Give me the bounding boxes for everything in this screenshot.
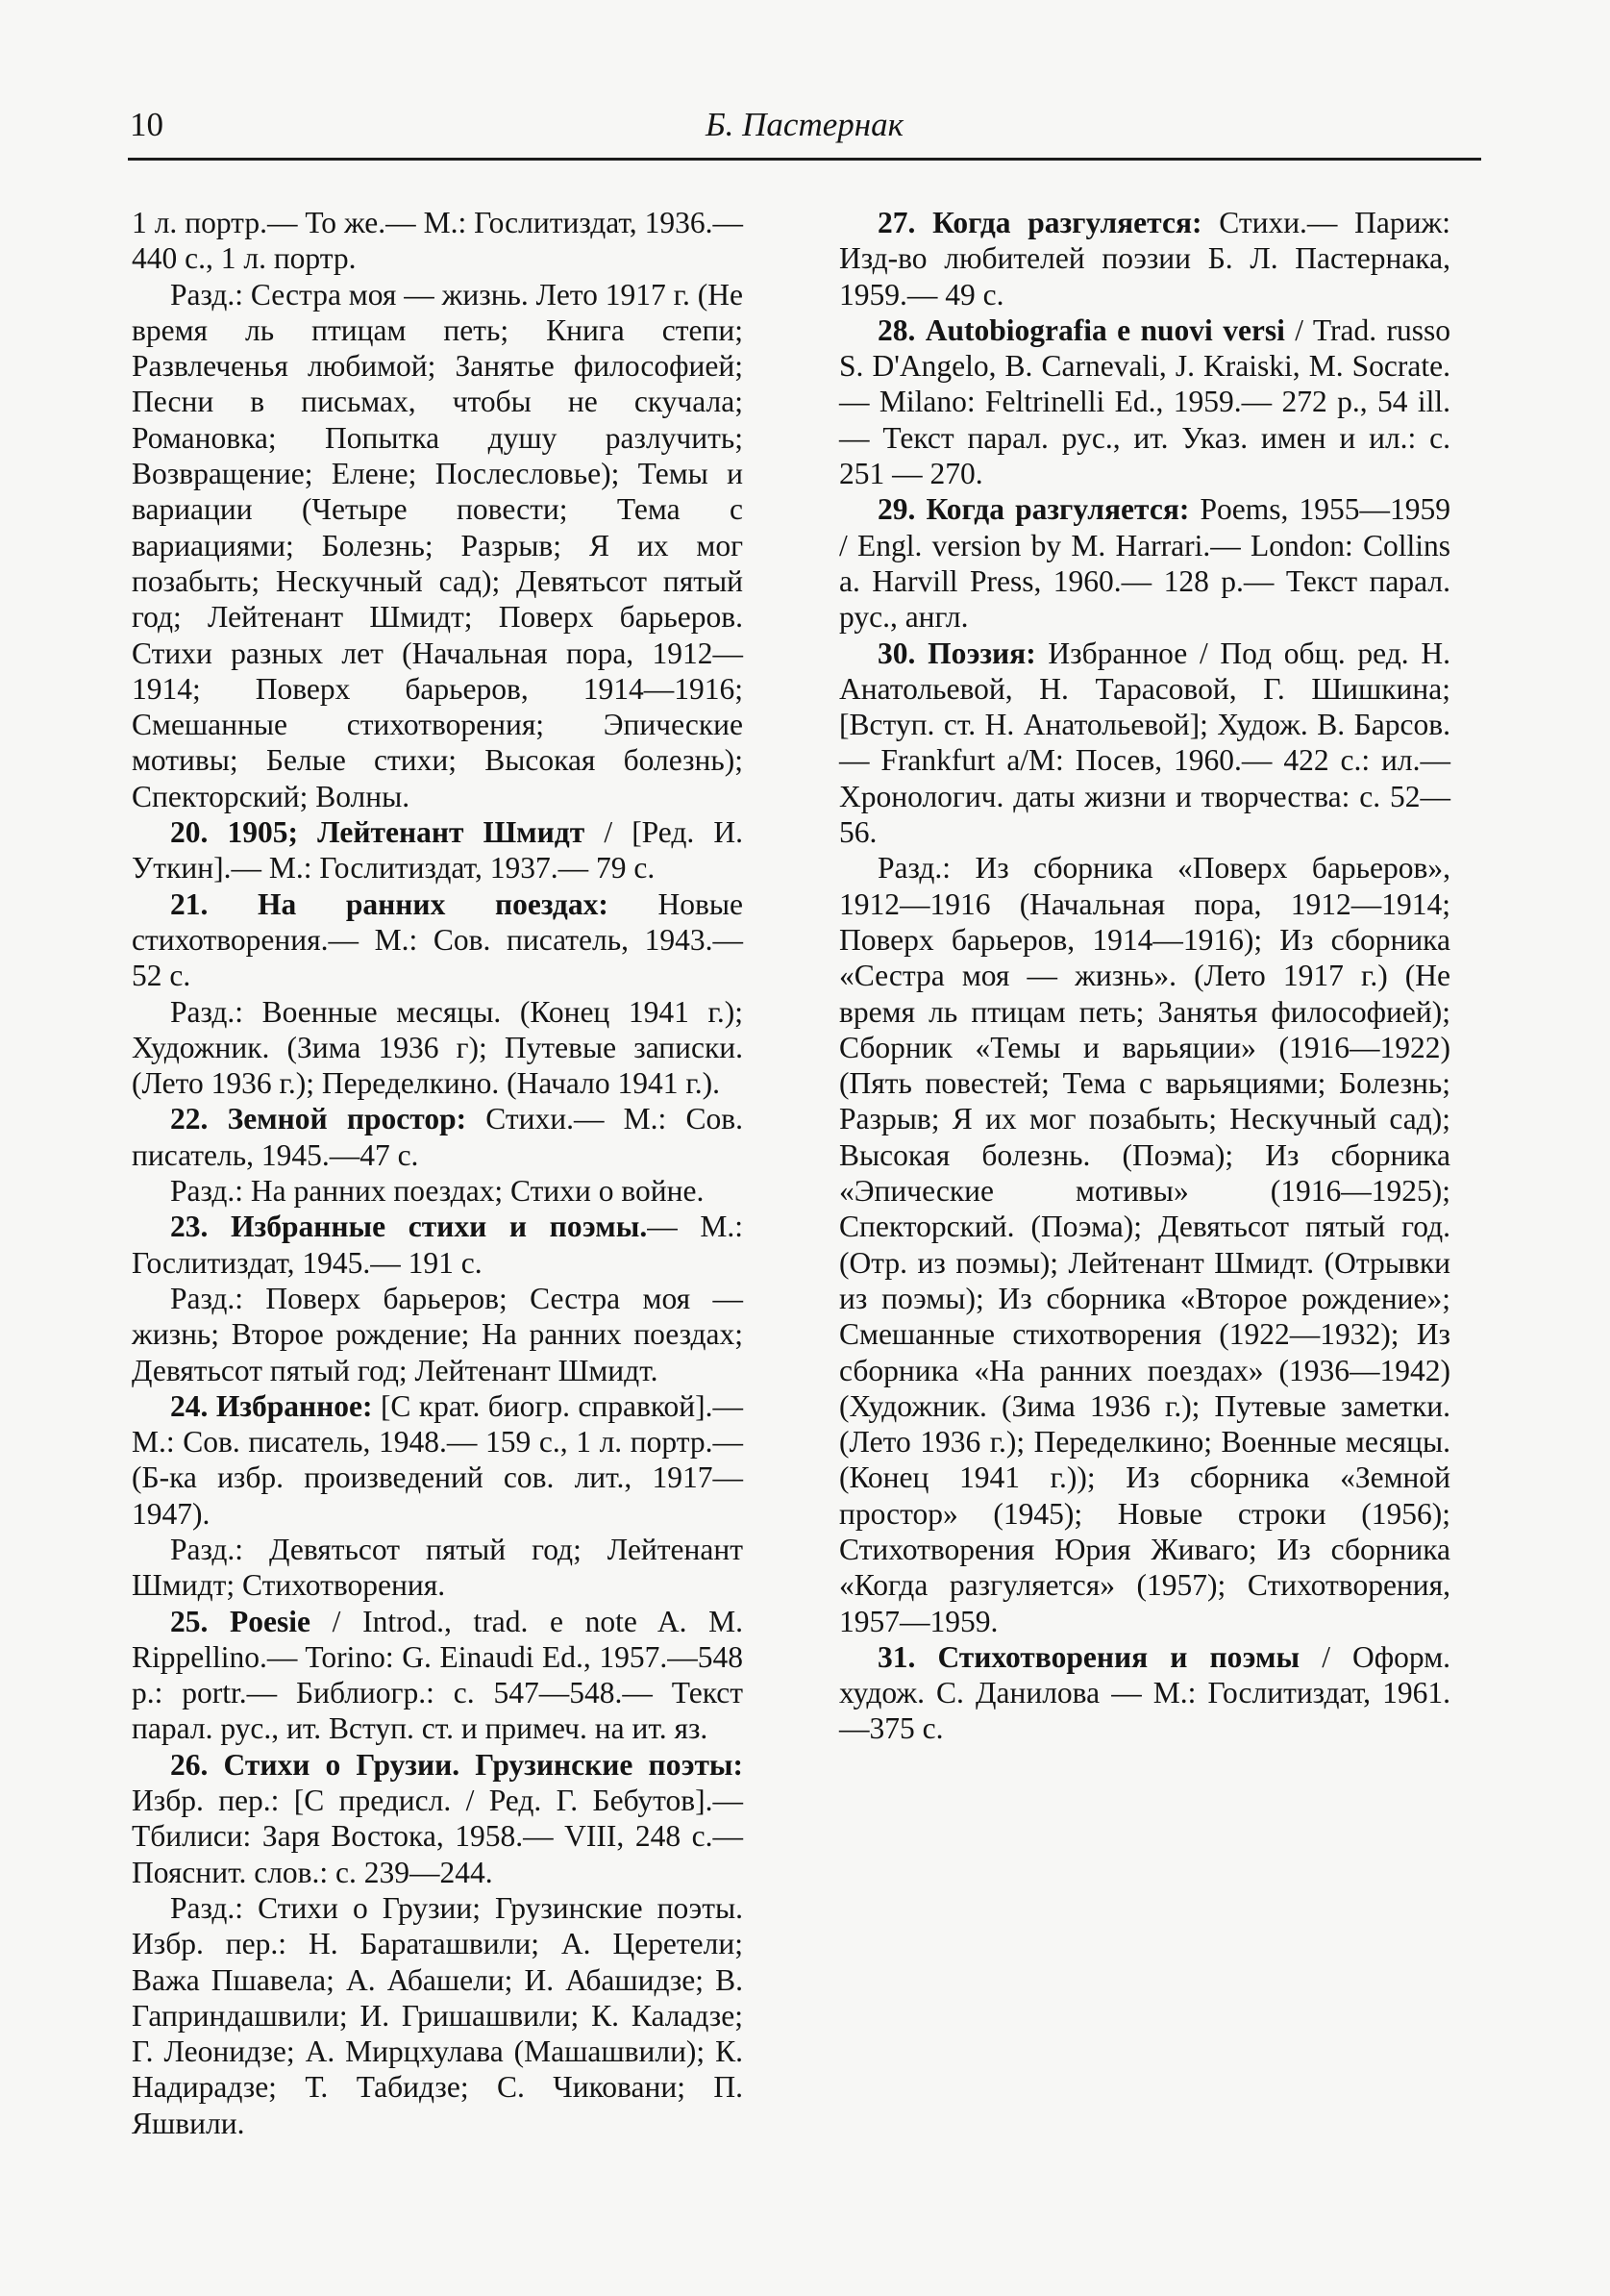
entry-body: Избр. пер.: [С предисл. / Ред. Г. Бебутов].— Тбилиси: Заря Востока, 1958.— VIII, 248 с.— Пояснит. слов.: с. 239—244. (132, 1784, 743, 1889)
entry-number: 24. (170, 1388, 209, 1423)
entry-body: [С крат. биогр. справкой].— М.: Сов. писатель, 1948.— 159 с., 1 л. портр.— (Б-ка избр. произведений сов. лит., 1917—1947). (132, 1388, 744, 1531)
entry-body: Разд.: Военные месяцы. (Конец 1941 г.); Художник. (Зима 1936 г); Путевые записки. (Лето 1936 г.); Переделкино. (Начало 1941 г.). (132, 994, 743, 1101)
entry-number: 27. (878, 206, 916, 239)
entry-number: 26. (170, 1747, 209, 1782)
bibliography-entry (132, 1209, 743, 1281)
bibliography-entry (132, 1747, 743, 1890)
right-column (839, 205, 1450, 1747)
bibliography-entry (132, 1101, 743, 1173)
entry-body: Разд.: На ранних поездах; Стихи о войне. (170, 1174, 705, 1209)
entry-number: 21. (170, 886, 209, 921)
bibliography-entry (839, 205, 1450, 312)
entry-body: Разд.: Сестра моя — жизнь. Лето 1917 г. (Не время ль птицам петь; Книга степи; Развлеченья любимой; Занятье философией; Песни в письмах, чтобы не скучала; Романовка; Попытка душу разлучить; Возвращение; Елене; Послесловье); Темы и вариации (Четыре повести; Тема с вариациями; Болезнь; Разрыв; Я их мог позабыть; Нескучный сад); Девятьсот пятый год; Лейтенант Шмидт; Поверх барьеров. Стихи разных лет (Начальная пора, 1912—1914; Поверх барьеров, 1914—1916; Смешанные стихотворения; Эпические мотивы; Белые стихи; Высокая болезнь); Спекторский; Волны. (132, 277, 743, 813)
entry-title: Когда разгуляется: (926, 492, 1190, 527)
entry-body: Poems, 1955—1959 / Engl. version by M. Harrari.— London: Collins a. Harvill Press, 1960.— 128 p.— Текст парал. рус., англ. (839, 492, 1451, 635)
entry-body: Разд.: Поверх барьеров; Сестра моя — жизнь; Второе рождение; На ранних поездах; Девятьсот пятый год; Лейтенант Шмидт. (132, 1281, 743, 1387)
entry-body: Разд.: Девятьсот пятый год; Лейтенант Шмидт; Стихотворения. (132, 1532, 743, 1603)
entry-body: — М.: Гослитиздат, 1945.— 191 с. (132, 1210, 744, 1280)
entry-body: Стихи.— М.: Сов. писатель, 1945.—47 с. (132, 1102, 743, 1172)
entry-title: Autobiografia e nuovi versi (925, 312, 1285, 347)
contents-paragraph (132, 1532, 743, 1604)
bibliography-entry (839, 636, 1450, 851)
entry-number: 30. (878, 636, 916, 670)
entry-number: 31. (878, 1639, 916, 1674)
entry-title: 1905; Лейтенант Шмидт (227, 815, 585, 850)
page-number: 10 (130, 106, 163, 143)
bibliography-entry (839, 1639, 1450, 1747)
entry-title: Стихотворения и поэмы (937, 1639, 1300, 1674)
contents-paragraph (132, 277, 743, 814)
entry-body: / [Ред. И. Уткин].— М.: Гослитиздат, 1937.— 79 с. (132, 815, 743, 886)
contents-paragraph (132, 1281, 743, 1388)
entry-body: Новые стихотворения.— М.: Сов. писатель, 1943.— 52 с. (132, 886, 743, 993)
entry-title: Земной простор: (227, 1102, 467, 1136)
left-column (132, 205, 743, 2141)
bibliography-entry (132, 886, 743, 994)
entry-number: 22. (170, 1102, 209, 1136)
entry-number: 23. (170, 1210, 209, 1244)
bibliography-entry (132, 814, 743, 886)
bibliography-entry (839, 312, 1450, 491)
entry-title: Поэзия: (928, 636, 1036, 670)
entry-title: На ранних поездах: (258, 886, 608, 921)
entry-title: Стихи о Грузии. Грузинские поэты: (223, 1747, 743, 1782)
entry-number: 29. (878, 492, 916, 527)
entry-title: Избранные стихи и поэмы. (231, 1210, 648, 1244)
entry-body: / Оформ. худож. С. Данилова — М.: Гослитиздат, 1961.—375 с. (839, 1639, 1451, 1746)
entry-number: 20. (170, 815, 209, 850)
bibliography-entry (132, 1604, 743, 1747)
contents-paragraph (132, 1173, 743, 1209)
contents-paragraph (839, 850, 1450, 1639)
contents-paragraph (132, 994, 743, 1102)
entry-body: / Introd., trad. e note A. M. Rippellino.— Torino: G. Einaudi Ed., 1957.—548 p.: portr.— Библиогр.: с. 547—548.— Текст парал. рус., ит. Вступ. ст. и примеч. на ит. яз. (132, 1604, 743, 1746)
bibliography-paragraph (132, 205, 743, 277)
entry-body: Стихи.— Париж: Изд-во любителей поэзии Б. Л. Пастернака, 1959.— 49 с. (839, 206, 1450, 312)
contents-paragraph (132, 1890, 743, 2141)
entry-title: Poesie (230, 1604, 311, 1638)
entry-number: 28. (878, 312, 916, 347)
entry-body: Разд.: Стихи о Грузии; Грузинские поэты. Избр. пер.: Н. Бараташвили; А. Церетели; Важа Пшавела; А. Абашели; И. Абашидзе; В. Гаприндашвили; И. Гришашвили; К. Каладзе; Г. Леонидзе; А. Мирцхулава (Машашвили); К. Надирадзе; Т. Табидзе; С. Чиковани; П. Яшвили. (132, 1890, 743, 2140)
entry-body: 1 л. портр.— То же.— М.: Гослитиздат, 1936.— 440 с., 1 л. портр. (132, 206, 743, 276)
entry-body: / Trad. russo S. D'Angelo, B. Carnevali, J. Kraiski, M. Socrate.— Milano: Feltrinelli Ed., 1959.— 272 p., 54 ill.— Текст парал. рус., ит. Указ. имен и ил.: с. 251 — 270. (839, 312, 1450, 491)
page-header (128, 100, 1481, 161)
entry-title: Когда разгуляется: (932, 206, 1202, 239)
bibliography-entry (132, 1388, 743, 1532)
entry-body: Избранное / Под общ. ред. Н. Анатольевой, Н. Тарасовой, Г. Шишкина; [Вступ. ст. Н. Анатольевой]; Худож. В. Барсов.— Frankfurt a/M: Посев, 1960.— 422 с.: ил.— Хронологич. даты жизни и творчества: с. 52—56. (839, 636, 1450, 850)
running-head: Б. Пастернак (705, 106, 904, 143)
entry-number: 25. (170, 1604, 209, 1638)
bibliography-entry (839, 491, 1450, 635)
entry-title: Избранное: (215, 1388, 373, 1423)
entry-body: Разд.: Из сборника «Поверх барьеров», 1912—1916 (Начальная пора, 1912—1914; Поверх барьеров, 1914—1916); Из сборника «Сестра моя — жизнь». (Лето 1917 г.) (Не время ль птицам петь; Занятья философией); Сборник «Темы и варьяции» (1916—1922) (Пять повестей; Тема с варьяциями; Болезнь; Разрыв; Я их мог позабыть; Нескучный сад); Высокая болезнь. (Поэма); Из сборника «Эпические мотивы» (1916—1925); Спекторский. (Поэма); Девятьсот пятый год. (Отр. из поэмы); Лейтенант Шмидт. (Отрывки из поэмы); Из сборника «Второе рождение»; Смешанные стихотворения (1922—1932); Из сборника «На ранних поездах» (1936—1942) (Художник. (Зима 1936 г.); Путевые заметки. (Лето 1936 г.); Переделкино; Военные месяцы. (Конец 1941 г.)); Из сборника «Земной простор» (1945); Новые строки (1956); Стихотворения Юрия Живаго; Из сборника «Когда разгуляется» (1957); Стихотворения, 1957—1959. (839, 851, 1450, 1638)
